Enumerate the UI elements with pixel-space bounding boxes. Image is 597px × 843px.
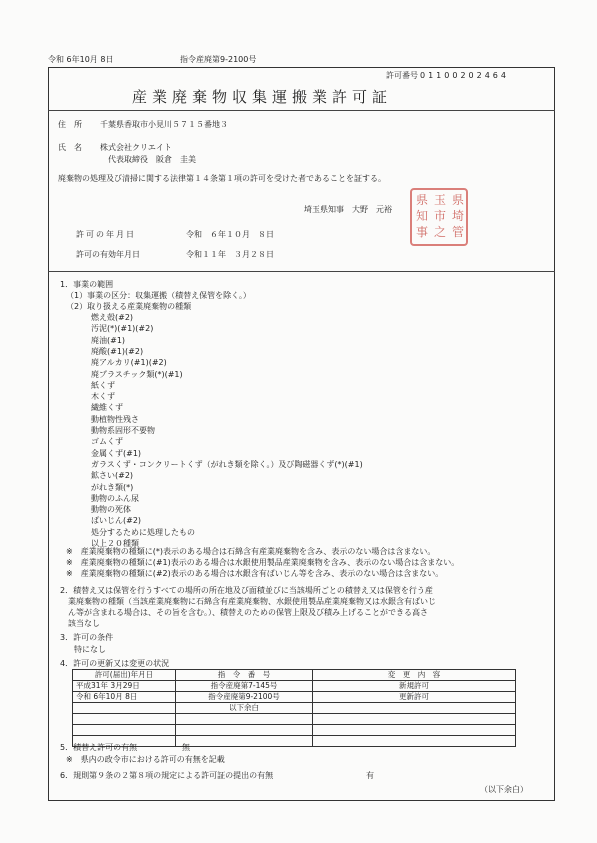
list-item: 木くず	[91, 392, 115, 402]
renewal-history-table	[72, 669, 516, 747]
table-header-cell: 指 令 番 号	[176, 670, 313, 681]
section3-value: 特になし	[74, 645, 106, 654]
list-item: 廃プラスチック類(*)(#1)	[91, 369, 183, 379]
header-ref: 指令産廃第9-2100号	[180, 55, 257, 64]
table-header-cell: 許可(届出)年月日	[73, 670, 176, 681]
table-header-row	[73, 670, 516, 681]
note-hash1: ※ 産業廃棄物の種類に(#1)表示のある場合は水銀使用製品産業廃棄物を含み、表示のない場合は含まない。	[66, 558, 460, 567]
section1-sub1: （1）事業の区分：収集運搬（積替え保管を除く。）	[66, 291, 251, 300]
table-cell	[73, 725, 176, 736]
table-cell	[73, 703, 176, 714]
note-asterisk: ※ 産業廃棄物の種類に(*)表示のある場合は石綿含有産業廃棄物を含み、表示のない場合は含まない。	[66, 547, 436, 556]
section2-line1: 2．積替え又は保管を行うすべての場所の所在地及び面積並びに当該場所ごとの積替え又は保管を行う産	[60, 586, 433, 595]
list-item: 動物の死体	[91, 505, 131, 515]
note-hash2: ※ 産業廃棄物の種類に(#2)表示のある場合は水銀含有ばいじん等を含み、表示のない場合は含まない。	[66, 569, 444, 578]
table-cell: 指令産廃第7-145号	[176, 681, 313, 692]
table-cell	[313, 736, 516, 747]
list-item: ゴムくず	[91, 437, 123, 447]
section3-heading: 3．許可の条件	[60, 633, 114, 642]
permit-date-label: 許可の年月日	[76, 230, 136, 239]
expiry-value: 令和１１年 ３月２８日	[186, 250, 274, 259]
name-label: 氏 名	[58, 143, 82, 152]
section4-heading: 4．許可の更新又は変更の状況	[60, 659, 170, 668]
table-row	[73, 703, 516, 714]
permit-no-label: 許可番号	[386, 71, 418, 80]
section5-heading: 5．積替え許可の有無	[60, 743, 138, 752]
table-row	[73, 725, 516, 736]
list-item: 汚泥(*)(#1)(#2)	[91, 324, 154, 334]
address-value: 千葉県香取市小見川５７１５番地３	[100, 120, 228, 129]
table-row	[73, 736, 516, 747]
list-item: 繊維くず	[91, 403, 123, 413]
table-cell: 指令産廃第9-2100号	[176, 692, 313, 703]
table-cell	[176, 714, 313, 725]
table-cell	[176, 736, 313, 747]
divider	[48, 110, 555, 111]
table-row	[73, 692, 516, 703]
divider	[48, 271, 555, 272]
permit-date-value: 令和 ６年１０月 ８日	[186, 230, 274, 239]
company-name: 株式会社クリエイト	[100, 143, 172, 152]
section1-sub2: （2）取り扱える産業廃棄物の種類	[66, 302, 192, 311]
table-cell	[313, 714, 516, 725]
section2-line3: ん等が含まれる場合は、その旨を含む。）、積替えのための保管上限及び積み上げることができる高さ	[68, 608, 428, 617]
list-item: 動物系固形不要物	[91, 426, 155, 435]
section1-heading: 1．事業の範囲	[60, 280, 114, 289]
list-item: 処分するために処理したもの	[91, 527, 195, 537]
table-cell	[313, 703, 516, 714]
section2-line2: 業廃棄物の種類（当該産業廃棄物に石綿含有産業廃棄物、水銀使用製品産業廃棄物又は水銀含有ばいじ	[68, 597, 436, 606]
expiry-label: 許可の有効年月日	[76, 250, 140, 259]
table-row	[73, 714, 516, 725]
table-cell: 平成31年 3月29日	[73, 681, 176, 692]
footer-note: （以下余白）	[480, 785, 528, 794]
table-cell	[176, 725, 313, 736]
list-item: 動植物性残さ	[91, 414, 139, 424]
address-label: 住 所	[58, 120, 82, 129]
list-item: 動物のふん尿	[91, 493, 139, 503]
section6-value: 有	[366, 771, 374, 780]
section5-value: 無	[182, 743, 190, 752]
list-item: 鉱さい(#2)	[91, 471, 134, 481]
list-item: ガラスくず・コンクリートくず（がれき類を除く。）及び陶磁器くず(*)(#1)	[91, 459, 363, 469]
table-cell	[73, 714, 176, 725]
section6-text: 6．規則第９条の２第８項の規定による許可証の提出の有無	[60, 771, 274, 780]
certificate-title: 産業廃棄物収集運搬業許可証	[132, 88, 393, 106]
permit-no-value: 01100202464	[420, 71, 509, 80]
representative: 代表取締役 阪倉 圭美	[108, 155, 196, 164]
list-item: 以上２０種類	[91, 539, 139, 548]
section5-note: ※ 県内の政令市における許可の有無を記載	[66, 755, 225, 764]
table-cell: 以下余白	[176, 703, 313, 714]
list-item: 燃え殻(#2)	[91, 313, 134, 322]
header-date: 令和 6年10月 8日	[48, 55, 114, 64]
list-item: 金属くず(#1)	[91, 448, 142, 458]
list-item: ばいじん(#2)	[91, 516, 142, 526]
table-row	[73, 681, 516, 692]
official-seal: 県 埼 管 玉 市 之 県 知 事	[410, 188, 468, 246]
issuer: 埼玉県知事 大野 元裕	[304, 205, 392, 214]
table-cell: 新規許可	[313, 681, 516, 692]
table-cell: 令和 6年10月 8日	[73, 692, 176, 703]
certify-text: 廃棄物の処理及び清掃に関する法律第１４条第１項の許可を受けた者であることを証する。	[58, 174, 386, 183]
list-item: 紙くず	[91, 380, 115, 390]
list-item: 廃アルカリ(#1)(#2)	[91, 358, 167, 368]
section2-value: 該当なし	[68, 619, 100, 628]
table-cell	[313, 725, 516, 736]
table-cell: 更新許可	[313, 692, 516, 703]
table-header-cell: 変 更 内 容	[313, 670, 516, 681]
list-item: 廃油(#1)	[91, 335, 126, 345]
list-item: がれき類(*)	[91, 482, 134, 492]
list-item: 廃酸(#1)(#2)	[91, 346, 144, 356]
